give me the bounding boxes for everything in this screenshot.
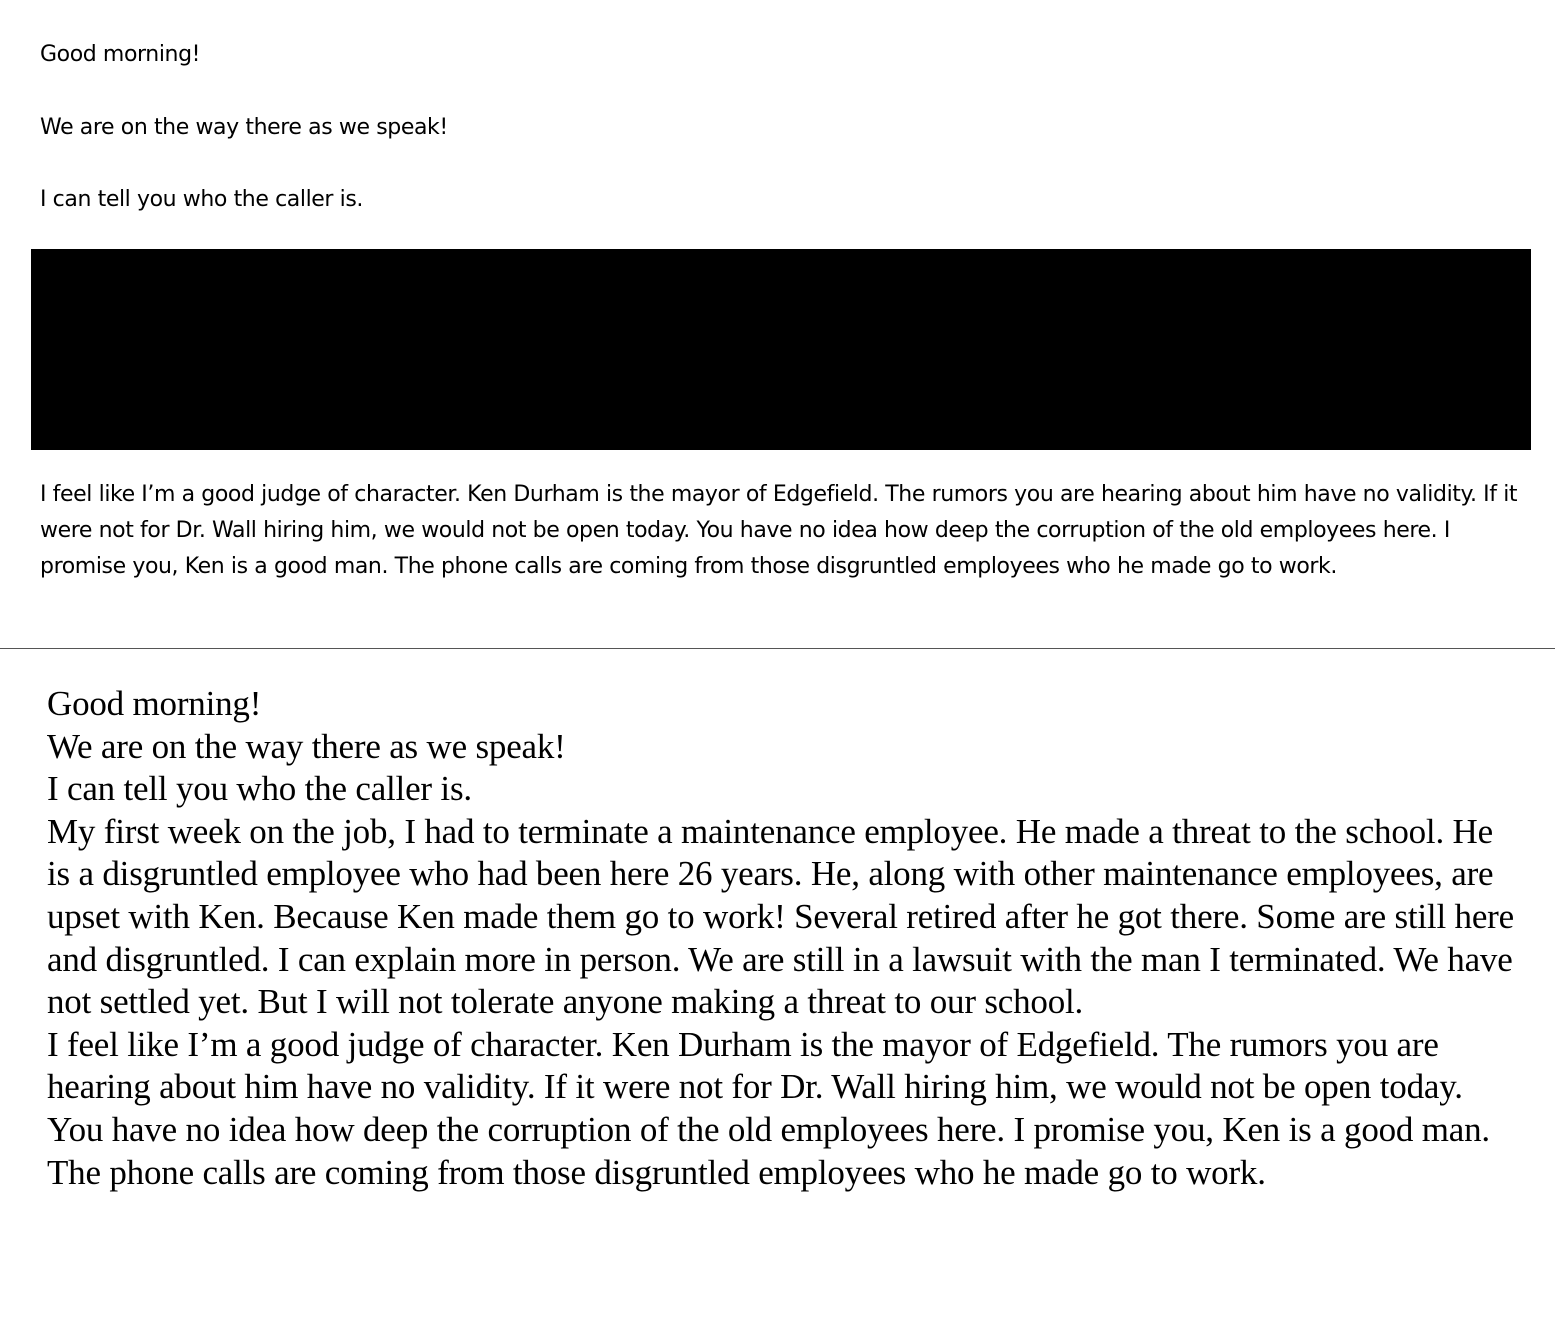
greeting-text: Good morning! xyxy=(47,684,262,723)
redaction-block xyxy=(31,249,1531,450)
termination-paragraph: My first week on the job, I had to terminate a maintenance employee. He made a threat to the school. He is a disgruntled employee who had been here 26 years. He, along with other maintenance employees, are upset with Ken. Because Ken made them go to work! Several retired after he got there. Some are still here and disgruntled. I can explain more in person. We are still in a lawsuit with the man I terminated. We have not settled yet. But I will not tolerate anyone making a threat to our school. xyxy=(47,811,1514,1022)
caller-text: I can tell you who the caller is. xyxy=(47,769,472,809)
greeting-text: Good morning! xyxy=(40,42,201,67)
caller-text: I can tell you who the caller is. xyxy=(40,187,364,212)
unredacted-email-version xyxy=(47,683,1517,1194)
character-paragraph: I feel like I’m a good judge of character. Ken Durham is the mayor of Edgefield. The rumors you are hearing about him have no validity. If it were not for Dr. Wall hiring him, we would not be open today. You have no idea how deep the corruption of the old employees here. I promise you, Ken is a good man. The phone calls are coming from those disgruntled employees who he made go to work. xyxy=(40,482,1518,579)
on-the-way-text: We are on the way there as we speak! xyxy=(47,726,566,766)
on-the-way-text: We are on the way there as we speak! xyxy=(40,115,448,140)
character-paragraph: I feel like I’m a good judge of character. Ken Durham is the mayor of Edgefield. The rumors you are hearing about him have no validity. If it were not for Dr. Wall hiring him, we would not be open today. You have no idea how deep the corruption of the old employees here. I promise you, Ken is a good man. The phone calls are coming from those disgruntled employees who he made go to work. xyxy=(47,1024,1490,1192)
section-divider xyxy=(0,648,1555,649)
redacted-email-version xyxy=(0,0,1555,648)
